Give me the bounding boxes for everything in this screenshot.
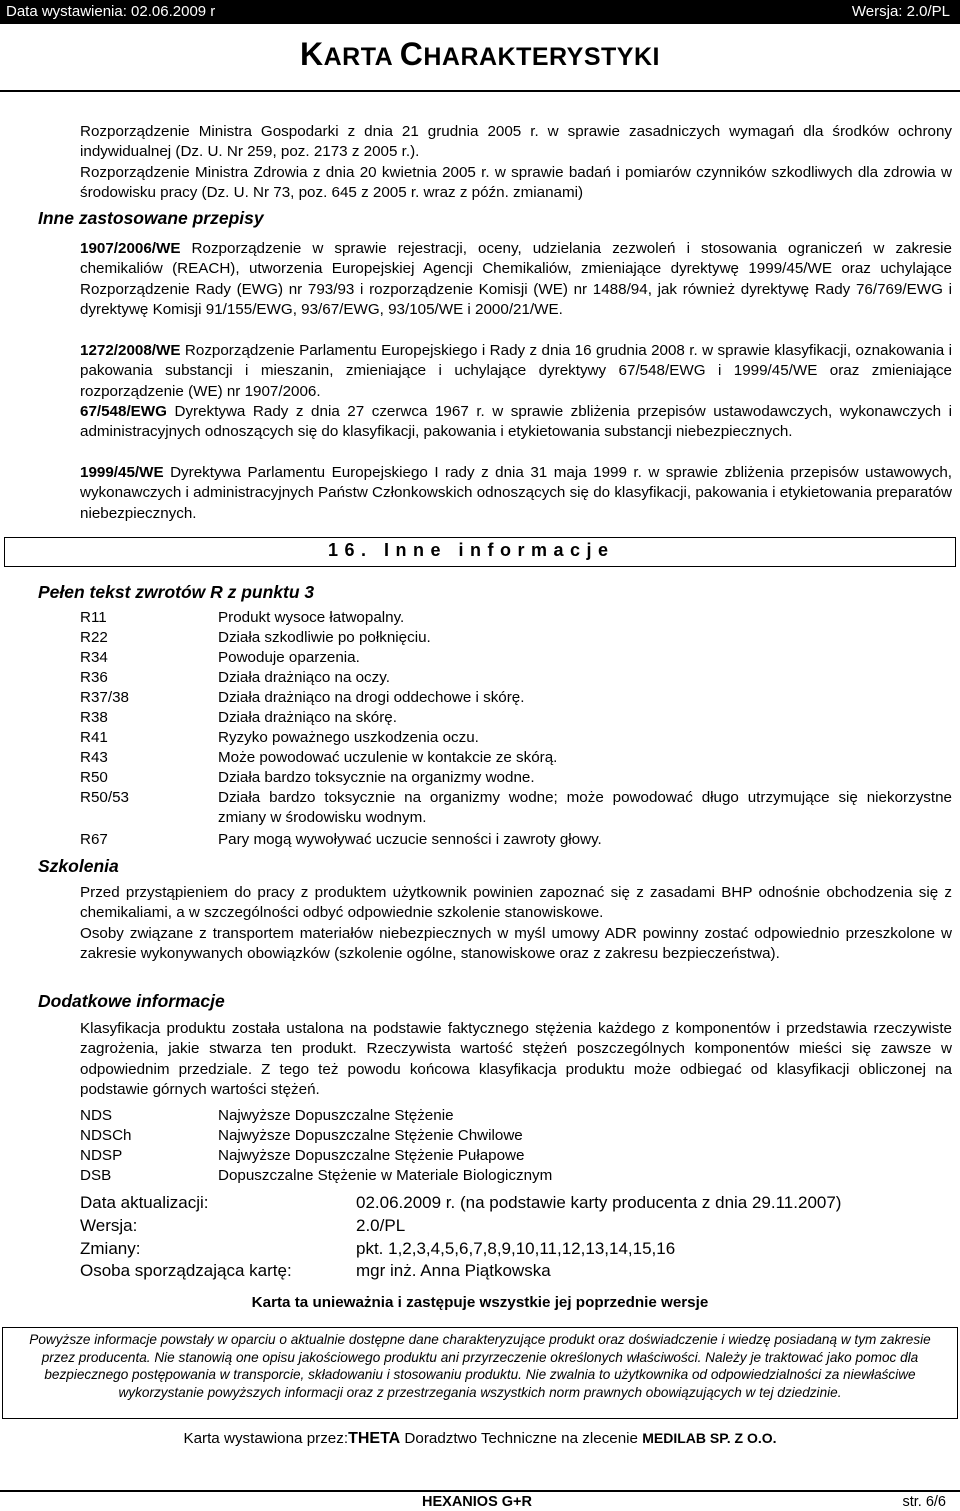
regulation-item: 1907/2006/WE Rozporządzenie w sprawie rejestracji, oceny, udzielania zezwoleń i stosowania ograniczeń w zakresie chemikaliów (REACH), utworzenia Europejskiej Agencji Chemikaliów, zmieniające dyrektywę 1999/45/WE oraz uchylające Rozporządzenie Rady (EWG) nr 793/93 i rozporządzenie Komisji (WE) nr 1488/94, jak również dyrektywę Rady 76/769/EWG i dyrektywę Komisji 91/155/EWG, 93/67/EWG, 93/105/WE i 2000/21/WE. (80, 240, 952, 319)
r-text: Działa drażniąco na drogi oddechowe i skórę. (218, 689, 525, 706)
issuer-name: THETA (348, 1430, 401, 1447)
abbr-code: NDS (80, 1107, 113, 1124)
r-text: Działa bardzo toksycznie na organizmy wodne; może powodować długo utrzymujące się niekorzystne zmiany w środowisku wodnym. (218, 789, 952, 827)
r-text: Działa drażniąco na skórę. (218, 709, 397, 726)
training-paragraph: Osoby związane z transportem materiałów niebezpiecznych w myśl umowy ADR powinny zostać odpowiednio przeszkolone w zakresie wykonywanych obowiązków (szkolenie ogólne, stanowiskowe oraz z zakresu bezpieczeństwa). (80, 925, 952, 963)
other-regulations-heading: Inne zastosowane przepisy (38, 208, 264, 228)
regulation-item: 1272/2008/WE Rozporządzenie Parlamentu Europejskiego i Rady z dnia 16 grudnia 2008 r. w sprawie klasyfikacji, oznakowania i pakowania substancji i mieszanin, zmieniające i uchylające dyrektywy 67/548/EWG i 1999/45/WE oraz zmieniające rozporządzenie (WE) nr 1907/2006. (80, 342, 952, 400)
r-code: R41 (80, 729, 108, 746)
footer-rule (0, 1490, 960, 1492)
r-text: Może powodować uczulenie w kontakcie ze skórą. (218, 749, 558, 766)
abbr-code: NDSP (80, 1147, 123, 1164)
product-name: HEXANIOS G+R (422, 1494, 532, 1510)
additional-paragraph: Klasyfikacja produktu została ustalona na podstawie faktycznego stężenia każdego z komponentów i przedstawia rzeczywiste zagrożenia, jakie stwarza ten produkt. Rzeczywista wartość stężeń poszczególnych komponentów mieści się zawsze w odpowiednim przedziale. Z tego też powodu końcowa klasyfikacja produktu może odbiegać od klasyfikacji obliczonej na podstawie górnych wartości stężeń. (80, 1020, 952, 1099)
r-code: R67 (80, 831, 108, 848)
r-text: Produkt wysoce łatwopalny. (218, 609, 405, 626)
abbr-text: Najwyższe Dopuszczalne Stężenie Pułapowe (218, 1147, 525, 1164)
r-text: Działa bardzo toksycznie na organizmy wodne. (218, 769, 535, 786)
r-code: R38 (80, 709, 108, 726)
r-code: R34 (80, 649, 108, 666)
page-number: str. 6/6 (902, 1494, 946, 1510)
r-code: R37/38 (80, 689, 129, 706)
r-code: R22 (80, 629, 108, 646)
abbr-text: Najwyższe Dopuszczalne Stężenie (218, 1107, 454, 1124)
r-code: R43 (80, 749, 108, 766)
r-text: Działa drażniąco na oczy. (218, 669, 390, 686)
r-code: R50/53 (80, 789, 129, 806)
training-paragraph: Przed przystąpieniem do pracy z produktem użytkownik powinien zapoznać się z zasadami BHP odnośnie obchodzenia się z chemikaliami, a w szczególności odbyć odpowiednie szkolenie stanowiskowe. (80, 884, 952, 922)
disclaimer-text: Powyższe informacje powstały w oparciu o aktualnie dostępne dane charakteryzujące produkt oraz doświadczenie i wiedzę posiadaną w tym zakresie przez producenta. Nie stanowią one opisu jakościowego produktu ani przyrzeczenie określonych właściwości. Należy je traktować jako pomoc dla bezpiecznego postępowania w transporcie, składowaniu i stosowaniu produktu. Nie zwalnia to użytkownika od odpowiedzialności za niewłaściwe wykorzystanie powyższych informacji oraz z przestrzegania wszystkich norm prawnych obowiązujących w tej dziedzinie. (29, 1332, 931, 1400)
meta-label: Osoba sporządzająca kartę: (80, 1261, 292, 1280)
regulation-item: 67/548/EWG Dyrektywa Rady z dnia 27 czerwca 1967 r. w sprawie zbliżenia przepisów ustawodawczych, wykonawczych i administracyjnych odnoszących się do klasyfikacji, pakowania i etykietowania substancji niebezpiecznych. (80, 403, 952, 441)
abbr-code: NDSCh (80, 1127, 132, 1144)
meta-label: Wersja: (80, 1216, 138, 1235)
client-company: MEDILAB SP. Z O.O. (642, 1430, 777, 1446)
meta-value: pkt. 1,2,3,4,5,6,7,8,9,10,11,12,13,14,15,16 (356, 1239, 676, 1258)
abbr-code: DSB (80, 1167, 112, 1184)
r-text: Ryzyko poważnego uszkodzenia oczu. (218, 729, 479, 746)
r-text: Działa szkodliwie po połknięciu. (218, 629, 431, 646)
section-16-title: 16. Inne informacje (328, 540, 615, 560)
additional-info-heading: Dodatkowe informacje (38, 991, 225, 1011)
r-text: Powoduje oparzenia. (218, 649, 360, 666)
training-heading: Szkolenia (38, 856, 119, 876)
document-title: KARTA CHARAKTERYSTYKI (300, 36, 660, 72)
regulation-item: 1999/45/WE Dyrektywa Parlamentu Europejskiego I rady z dnia 31 maja 1999 r. w sprawie zbliżenia przepisów ustawowych, wykonawczych i administracyjnych Państw Członkowskich odnoszących się do klasyfikacji, pakowania i etykietowania preparatów niebezpiecznych. (80, 464, 952, 522)
meta-value: mgr inż. Anna Piątkowska (356, 1261, 551, 1280)
meta-label: Data aktualizacji: (80, 1193, 209, 1212)
meta-value: 02.06.2009 r. (na podstawie karty producenta z dnia 29.11.2007) (356, 1193, 842, 1212)
r-code: R11 (80, 609, 107, 626)
issue-date: Data wystawienia: 02.06.2009 r (6, 3, 216, 20)
meta-label: Zmiany: (80, 1239, 141, 1258)
r-code: R50 (80, 769, 108, 786)
meta-value: 2.0/PL (356, 1216, 406, 1235)
supersedes-notice: Karta ta unieważnia i zastępuje wszystkie jej poprzednie wersje (251, 1294, 709, 1311)
regulation-paragraph: Rozporządzenie Ministra Gospodarki z dnia 21 grudnia 2005 r. w sprawie zasadniczych wymagań dla środków ochrony indywidualnej (Dz. U. Nr 259, poz. 2173 z 2005 r.). (80, 123, 952, 161)
top-bar (0, 0, 960, 24)
version: Wersja: 2.0/PL (851, 3, 950, 20)
r-phrases-heading: Pełen tekst zwrotów R z punktu 3 (38, 582, 315, 602)
r-code: R36 (80, 669, 108, 686)
r-text: Pary mogą wywoływać uczucie senności i zawroty głowy. (218, 831, 602, 848)
issuer-line: Karta wystawiona przez:THETA Doradztwo Techniczne na zlecenie MEDILAB SP. Z O.O. (183, 1430, 777, 1447)
regulation-paragraph: Rozporządzenie Ministra Zdrowia z dnia 20 kwietnia 2005 r. w sprawie badań i pomiarów czynników szkodliwych dla zdrowia w środowisku pracy (Dz. U. Nr 73, poz. 645 z 2005 r. wraz z późn. zmianami) (80, 164, 952, 202)
abbr-text: Dopuszczalne Stężenie w Materiale Biologicznym (218, 1167, 553, 1184)
abbr-text: Najwyższe Dopuszczalne Stężenie Chwilowe (218, 1127, 523, 1144)
header-rule (0, 90, 960, 92)
